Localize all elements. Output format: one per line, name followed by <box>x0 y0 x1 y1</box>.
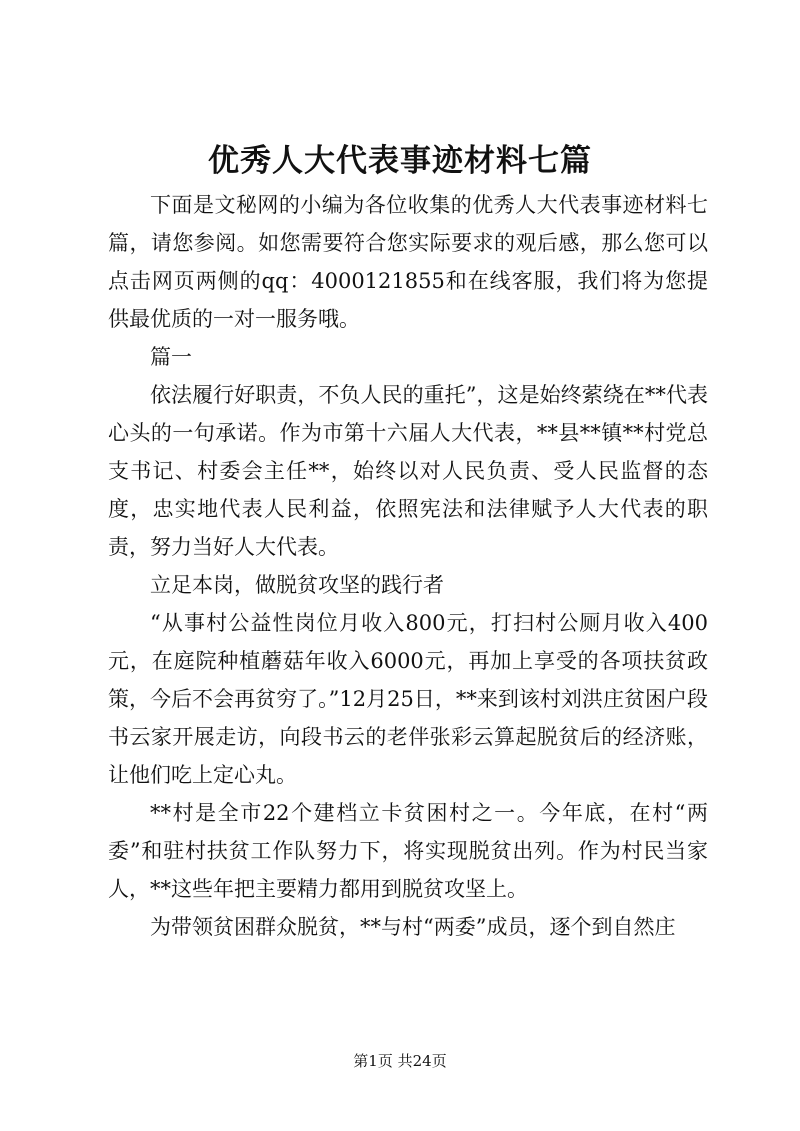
document-title: 优秀人大代表事迹材料七篇 <box>208 143 592 179</box>
page-number-footer: 第1页 共24页 <box>353 1052 447 1070</box>
document-body <box>108 186 708 946</box>
subheading: 立足本岗，做脱贫攻坚的践行者 <box>150 573 444 597</box>
body-paragraph: 依法履行好职责，不负人民的重托”，这是始终萦绕在**代表心头的一句承诺。作为市第十六届人大代表，**县**镇**村党总支书记、村委会主任**，始终以对人民负责、受人民监督的态度，忠实地代表人民利益，依照宪法和法律赋予人大代表的职责，努力当好人大代表。 <box>108 383 708 559</box>
body-paragraph: 为带领贫困群众脱贫，**与村“两委”成员，逐个到自然庄 <box>150 915 676 939</box>
intro-paragraph: 下面是文秘网的小编为各位收集的优秀人大代表事迹材料七篇，请您参阅。如您需要符合您实际要求的观后感，那么您可以点击网页两侧的qq：4000121855和在线客服，我们将为您提供最优质的一对一服务哦。 <box>108 193 708 331</box>
body-paragraph: “从事村公益性岗位月收入800元，打扫村公厕月收入400元，在庭院种植蘑菇年收入6000元，再加上享受的各项扶贫政策，今后不会再贫穷了。”12月25日，**来到该村刘洪庄贫困户段书云家开展走访，向段书云的老伴张彩云算起脱贫后的经济账，让他们吃上定心丸。 <box>108 611 708 787</box>
section-heading-part-one: 篇一 <box>150 345 192 369</box>
body-paragraph: **村是全市22个建档立卡贫困村之一。今年底，在村“两委”和驻村扶贫工作队努力下，将实现脱贫出列。作为村民当家人，**这些年把主要精力都用到脱贫攻坚上。 <box>108 801 708 901</box>
